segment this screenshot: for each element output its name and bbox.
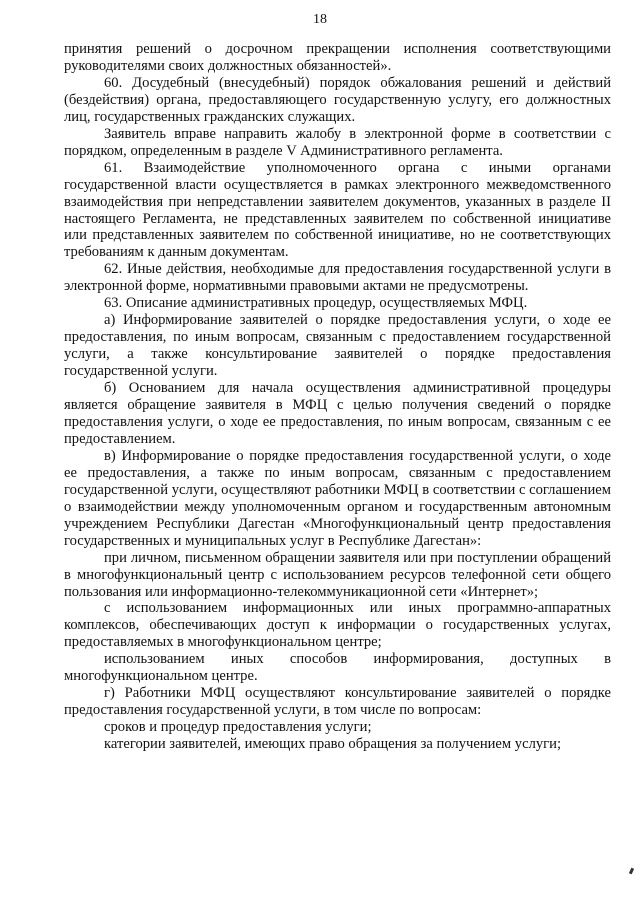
- paragraph-61: 61. Взаимодействие уполномоченного органа с иными органами государственной власти осуществляется в рамках электронного межведомственного взаимодействия при непредставлении заявителем документов, указанных в разделе II настоящего Регламента, не представленных заявителем по собственной инициативе или представленных заявителем по собственной инициативе, но не соответствующих требованиям к данным документам.: [64, 159, 611, 261]
- paragraph-categories: категории заявителей, имеющих право обращения за получением услуги;: [104, 736, 562, 753]
- paragraph-continuation: принятия решений о досрочном прекращении исполнения соответствующими руководителями своих должностных обязанностей».: [64, 41, 611, 74]
- paragraph-item-b: б) Основанием для начала осуществления административной процедуры является обращение заявителя в МФЦ с целью получения сведений о порядке предоставления услуги, о ходе ее предоставления, по иным вопросам, связанным с ее предоставлением.: [64, 380, 611, 447]
- paragraph-software-systems: с использованием информационных или иных программно-аппаратных комплексов, обеспечивающих доступ к информации о государственных услугах, предоставляемых в многофункциональном центре;: [64, 600, 611, 651]
- page-number: 18: [313, 12, 327, 27]
- paragraph-60: 60. Досудебный (внесудебный) порядок обжалования решений и действий (бездействия) органа, предоставляющего государственную услугу, его должностных лиц, государственных гражданских служащих.: [64, 74, 611, 125]
- paragraph-complaint: Заявитель вправе направить жалобу в электронной форме в соответствии с порядком, определенным в разделе V Административного регламента.: [64, 125, 611, 159]
- document-body: [64, 41, 611, 753]
- paragraph-item-a: а) Информирование заявителей о порядке предоставления услуги, о ходе ее предоставления, по иным вопросам, связанным с предоставлением государственной услуги, а также консультирование заявителей о порядке предоставления государственной услуги.: [64, 312, 611, 380]
- paragraph-deadlines: сроков и процедур предоставления услуги;: [104, 719, 372, 736]
- paragraph-item-g: г) Работники МФЦ осуществляют консультирование заявителей о порядке предоставления государственной услуги, в том числе по вопросам:: [64, 685, 611, 719]
- paragraph-item-v: в) Информирование о порядке предоставления государственной услуги, о ходе ее предоставления, а также по иным вопросам, связанным с предоставлением государственной услуги, осуществляют работники МФЦ в соответствии с соглашением о взаимодействии между уполномоченным органом и государственным автономным учреждением Республики Дагестан «Многофункциональный центр предоставления государственных и муниципальных услуг в Республике Дагестан»:: [64, 447, 611, 549]
- scan-speck: [629, 868, 634, 875]
- paragraph-personal-request: при личном, письменном обращении заявителя или при поступлении обращений в многофункциональный центр с использованием ресурсов телефонной сети общего пользования или информационно-телекоммуникационной сети «Интернет»;: [64, 549, 611, 600]
- paragraph-other-methods: использованием иных способов информирования, доступных в многофункциональном центре.: [64, 651, 611, 685]
- paragraph-62: 62. Иные действия, необходимые для предоставления государственной услуги в электронной форме, нормативными правовыми актами не предусмотрены.: [64, 261, 611, 295]
- paragraph-63: 63. Описание административных процедур, осуществляемых МФЦ.: [104, 295, 528, 312]
